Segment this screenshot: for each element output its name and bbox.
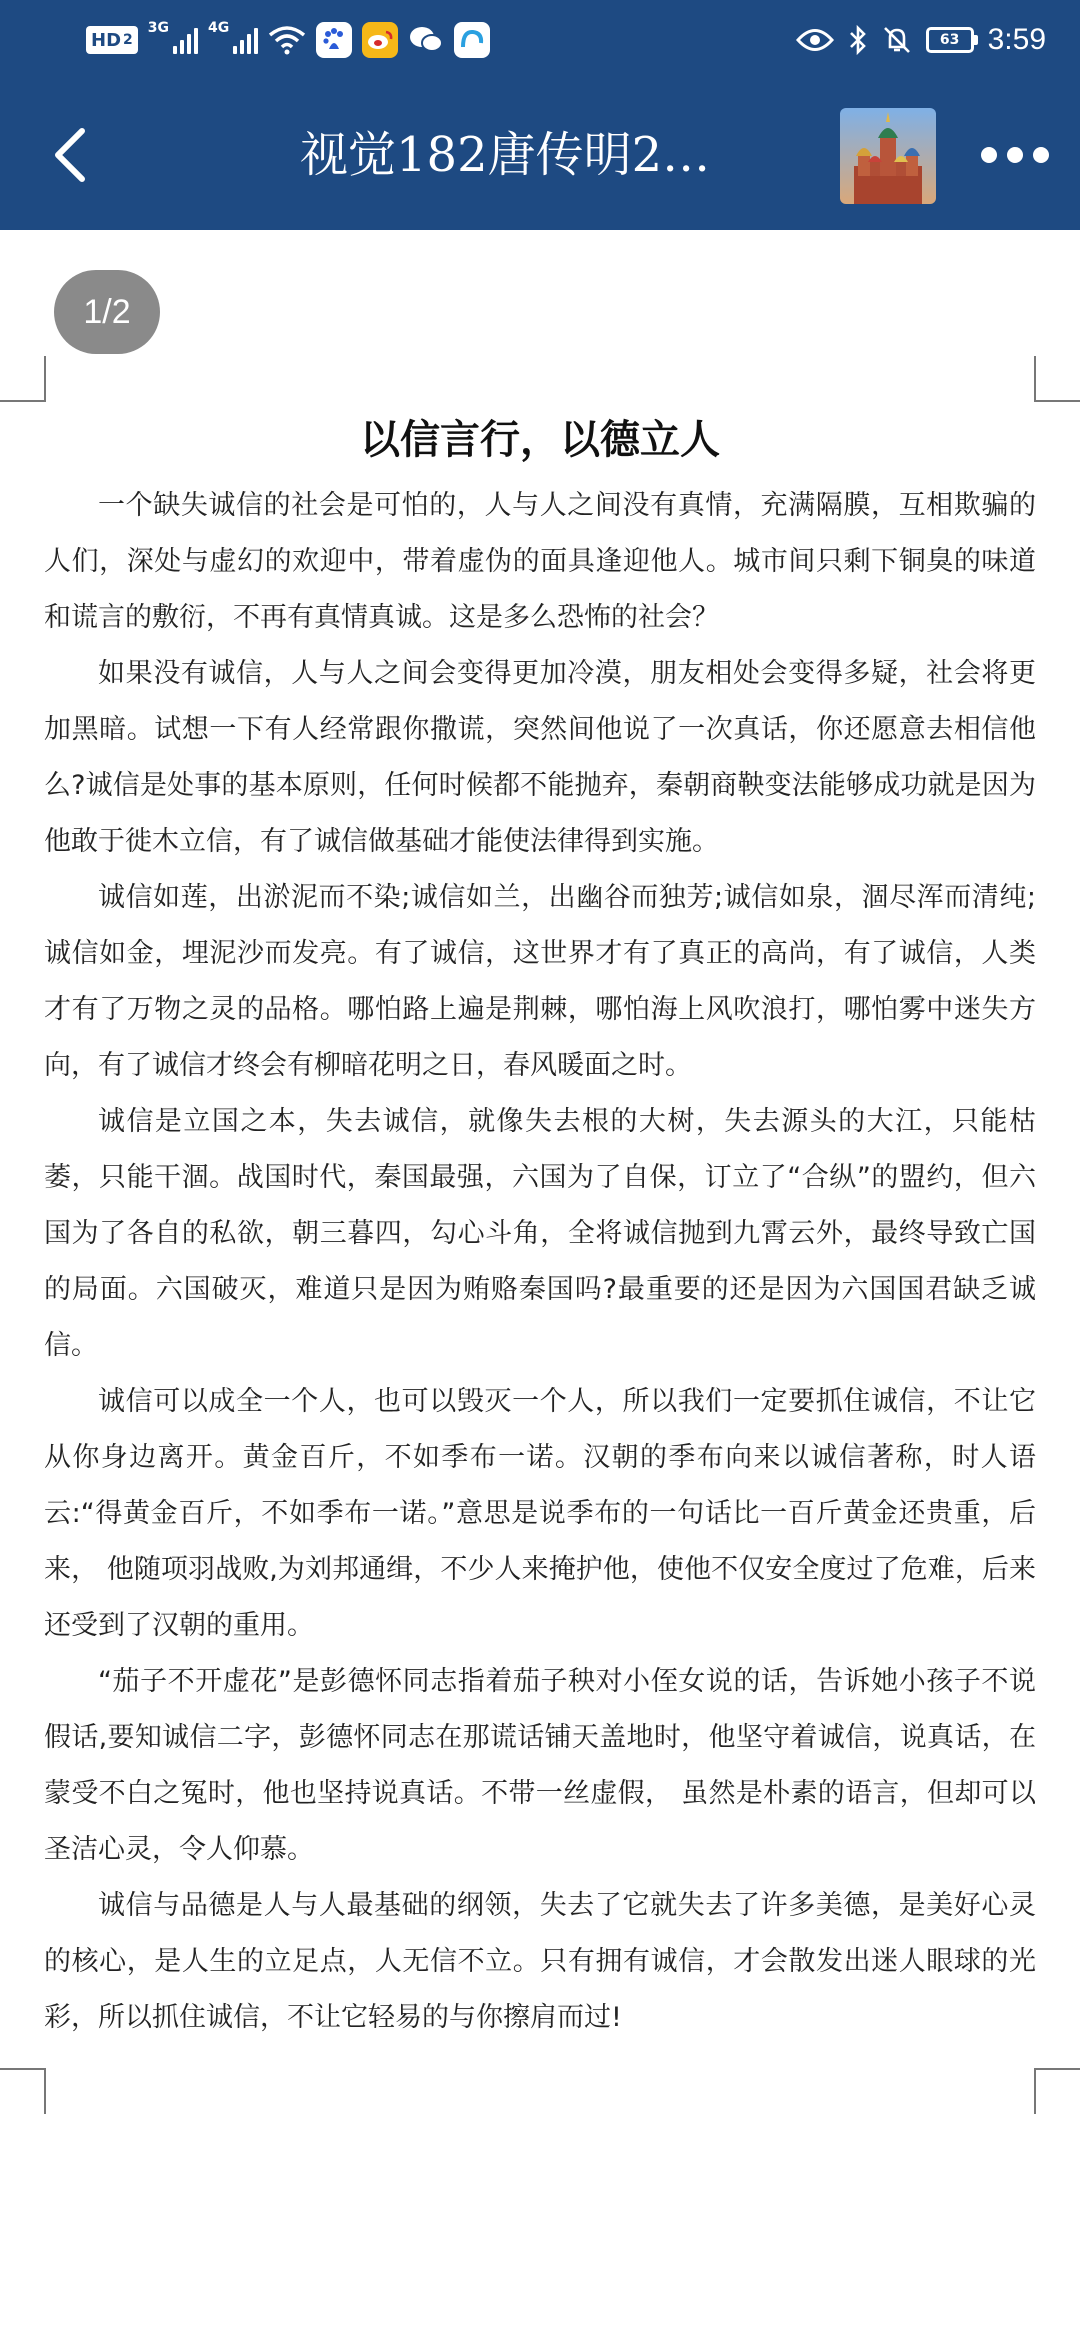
essay-body	[44, 478, 1036, 2046]
paragraph: 诚信是立国之本，失去诚信，就像失去根的大树，失去源头的大江，只能枯萎，只能干涸。战国时代，秦国最强，六国为了自保，订立了“合纵”的盟约，但六国为了各自的私欲，朝三暮四，勾心斗角，全将诚信抛到九霄云外，最终导致亡国的局面。六国破灭，难道只是因为贿赂秦国吗?最重要的还是因为六国国君缺乏诚信。	[44, 1106, 1036, 1361]
document-title: 视觉182唐传明2…	[300, 127, 711, 183]
page-corner-mark	[1034, 356, 1080, 402]
paragraph: “茄子不开虚花”是彭德怀同志指着茄子秧对小侄女说的话，告诉她小孩子不说假话,要知诚信二字，彭德怀同志在那谎话铺天盖地时，他坚守着诚信，说真话，在蒙受不白之冤时，他也坚持说真话。不带一丝虚假， 虽然是朴素的语言，但却可以圣洁心灵，令人仰慕。	[44, 1666, 1036, 1865]
weibo-app-icon	[362, 22, 398, 58]
title-bar	[0, 80, 1080, 230]
bluetooth-icon	[848, 25, 868, 55]
more-dot-icon	[1007, 147, 1023, 163]
wechat-app-icon	[408, 22, 444, 58]
status-bar	[0, 0, 1080, 80]
hd-voice-badge	[86, 26, 138, 54]
back-button[interactable]	[30, 115, 110, 195]
status-bar-right	[796, 18, 1046, 62]
more-dot-icon	[1033, 147, 1049, 163]
back-arrow-icon	[50, 125, 90, 185]
essay-title: 以信言行，以德立人	[360, 417, 720, 463]
hd-label: HD	[91, 29, 122, 51]
cathedral-thumbnail-icon	[840, 108, 936, 204]
signal-strength-icon-2	[233, 26, 258, 54]
status-bar-left	[86, 18, 490, 62]
page-corner-mark	[0, 2068, 46, 2114]
eye-comfort-icon	[796, 27, 834, 53]
baidu-app-icon	[316, 22, 352, 58]
paragraph: 如果没有诚信，人与人之间会变得更加冷漠，朋友相处会变得多疑，社会将更加黑暗。试想一下有人经常跟你撒谎，突然间他说了一次真话，你还愿意去相信他么?诚信是处事的基本原则，任何时候都不能抛弃，秦朝商鞅变法能够成功就是因为他敢于徙木立信，有了诚信做基础才能使法律得到实施。	[44, 658, 1036, 857]
page-indicator: 1/2	[54, 270, 160, 354]
more-options-button[interactable]	[975, 130, 1055, 180]
paragraph: 诚信与品德是人与人最基础的纲领，失去了它就失去了许多美德，是美好心灵的核心，是人生的立足点，人无信不立。只有拥有诚信，才会散发出迷人眼球的光彩，所以抓住诚信，不让它轻易的与你擦肩而过!	[44, 1890, 1036, 2033]
signal-strength-icon	[173, 26, 198, 54]
mute-bell-icon	[882, 25, 912, 55]
paragraph: 诚信可以成全一个人，也可以毁灭一个人，所以我们一定要抓住诚信，不让它从你身边离开。黄金百斤，不如季布一诺。汉朝的季布向来以诚信著称，时人语云:“得黄金百斤，不如季布一诺。”意思是说季布的一句话比一百斤黄金还贵重，后来， 他随项羽战败,为刘邦通缉，不少人来掩护他，使他不仅安全度过了危难，后来还受到了汉朝的重用。	[44, 1386, 1036, 1641]
page-corner-mark	[0, 356, 46, 402]
more-dot-icon	[981, 147, 997, 163]
battery-level: 63	[939, 32, 960, 48]
network-type-1: 3G	[147, 20, 169, 36]
avatar[interactable]	[840, 108, 936, 204]
clock: 3:59	[987, 23, 1046, 56]
network-type-2: 4G	[208, 20, 230, 36]
paragraph: 一个缺失诚信的社会是可怕的，人与人之间没有真情，充满隔膜，互相欺骗的人们，深处与虚幻的欢迎中，带着虚伪的面具逢迎他人。城市间只剩下铜臭的味道和谎言的敷衍，不再有真情真诚。这是多么恐怖的社会？	[44, 490, 1036, 633]
wifi-icon	[268, 25, 306, 55]
paragraph: 诚信如莲，出淤泥而不染;诚信如兰，出幽谷而独芳;诚信如泉，涸尽浑而清纯;诚信如金，埋泥沙而发亮。有了诚信，这世界才有了真正的高尚，有了诚信，人类才有了万物之灵的品格。哪怕路上遍是荆棘，哪怕海上风吹浪打，哪怕雾中迷失方向，有了诚信才终会有柳暗花明之日，春风暖面之时。	[44, 882, 1036, 1081]
hd-sub-label: 2	[123, 32, 133, 48]
app-notification-icon	[454, 22, 490, 58]
page-corner-mark	[1034, 2068, 1080, 2114]
battery-icon	[926, 27, 974, 53]
